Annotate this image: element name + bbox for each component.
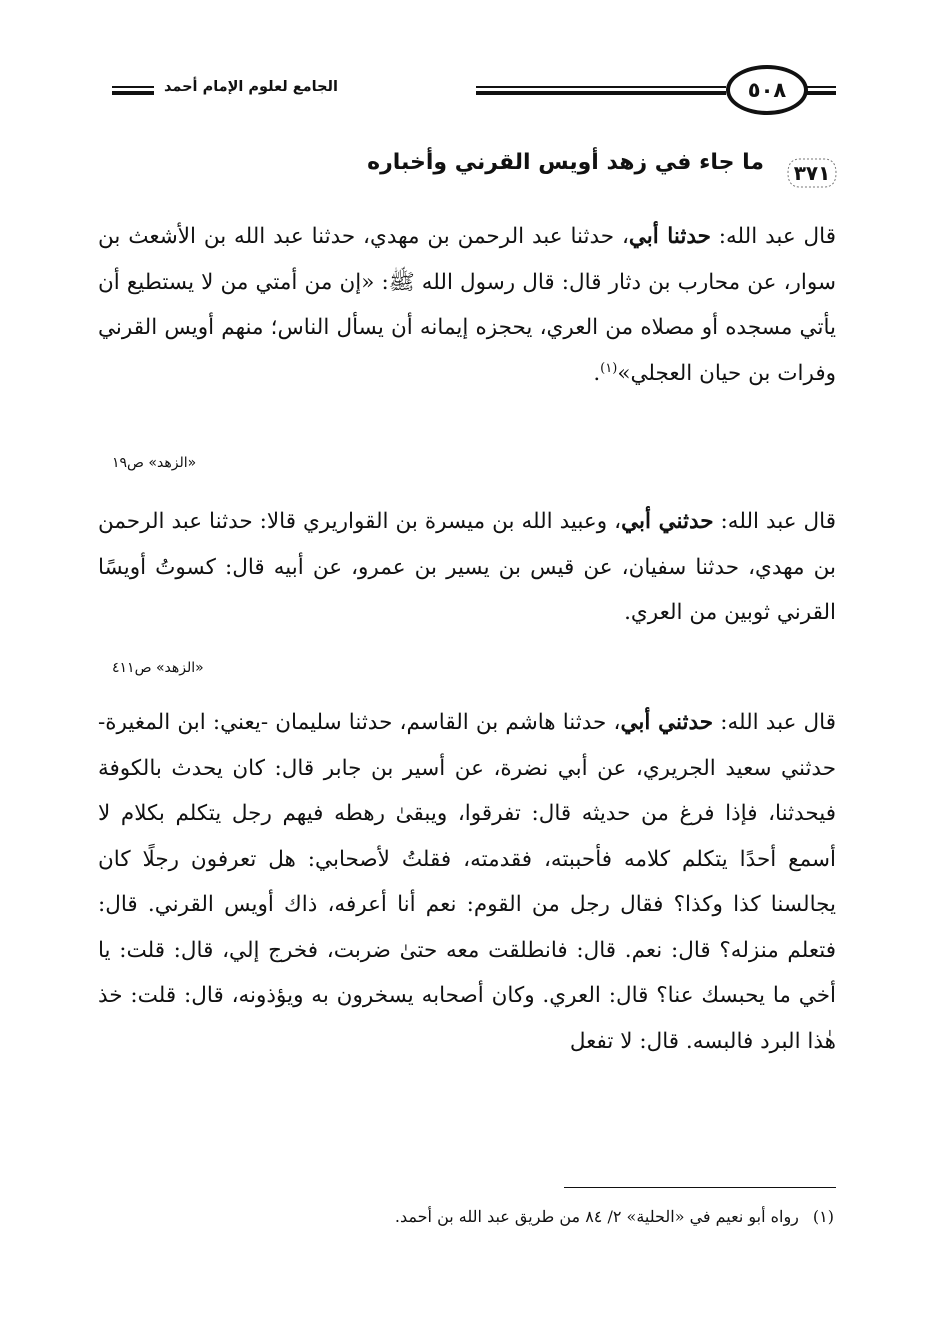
footnote-text: رواه أبو نعيم في «الحلية» ٢/ ٨٤ من طريق عبد الله بن أحمد.	[394, 1207, 799, 1226]
footnote-marker: (١)	[600, 360, 618, 376]
source-reference-1: «الزهد» ص١٩	[112, 455, 197, 471]
narration-end: .	[593, 360, 601, 386]
footnote-number: (١)	[812, 1207, 834, 1226]
narration-intro: قال عبد الله:	[713, 509, 837, 534]
narration-bold: حدثني أبي	[620, 710, 714, 735]
source-reference-2: «الزهد» ص٤١١	[112, 660, 204, 676]
header-rule-left	[112, 86, 154, 95]
narration-text: ، وعبيد الله بن ميسرة بن القواريري قالا: حدثنا عبد الرحمن بن مهدي، حدثنا سفيان، عن قيس بن يسير بن عمرو، عن أبيه قال: كسوتُ أويسًا القرني ثوبين من العري.	[98, 509, 836, 625]
hadith-paragraph-2	[98, 499, 836, 636]
running-title: الجامع لعلوم الإمام أحمد	[164, 79, 338, 95]
section-heading: ما جاء في زهد أويس القرني وأخباره	[367, 150, 764, 175]
page-number-text: ٥٠٨	[747, 78, 787, 102]
narration-bold: حدثني أبي	[621, 509, 714, 534]
entry-number-badge	[782, 155, 842, 191]
narration-text: ، حدثنا هاشم بن القاسم، حدثنا سليمان -يعني: ابن المغيرة- حدثني سعيد الجريري، عن أبي نضرة، عن أسير بن جابر قال: كان يحدث بالكوفة فيحدثنا، فإذا فرغ من حديثه قال: تفرقوا، ويبقىٰ رهطه فيهم رجل يتكلم بكلام لا أسمع أحدًا يتكلم كلامه فأحببته، فقدمته، فقلتُ لأصحابي: هل تعرفون رجلًا كان يجالسنا كذا وكذا؟ فقال رجل من القوم: نعم أنا أعرفه، ذاك أويس القرني. قال: فتعلم منزله؟ قال: نعم. قال: فانطلقت معه حتىٰ ضربت، فخرج إلي، قال: قلت: يا أخي ما يحبسك عنا؟ قال: العري. وكان أصحابه يسخرون به ويؤذونه، قال: قلت: خذ هٰذا البرد فالبسه. قال: لا تفعل	[98, 710, 836, 1054]
hadith-paragraph-3	[98, 700, 836, 1064]
narration-text: ، حدثنا عبد الرحمن بن مهدي، حدثنا عبد الله بن الأشعث بن سوار، عن محارب بن دثار قال: قال رسول الله ﷺ: «إن من أمتي من لا يستطيع أن يأتي مسجده أو مصلاه من العري، يحجزه إيمانه أن يسأل الناس؛ منهم أويس القرني وفرات بن حيان العجلي»	[98, 224, 836, 386]
page-number	[726, 65, 808, 115]
footnote-divider	[564, 1187, 836, 1188]
footnote	[395, 1207, 834, 1226]
narration-bold: حدثنا أبي	[628, 224, 711, 249]
narration-intro: قال عبد الله:	[710, 224, 836, 249]
page-header	[112, 62, 836, 122]
entry-number: ٣٧١	[793, 161, 831, 185]
narration-intro: قال عبد الله:	[713, 710, 836, 735]
header-rule-middle	[476, 86, 726, 95]
hadith-paragraph-1	[98, 214, 836, 396]
